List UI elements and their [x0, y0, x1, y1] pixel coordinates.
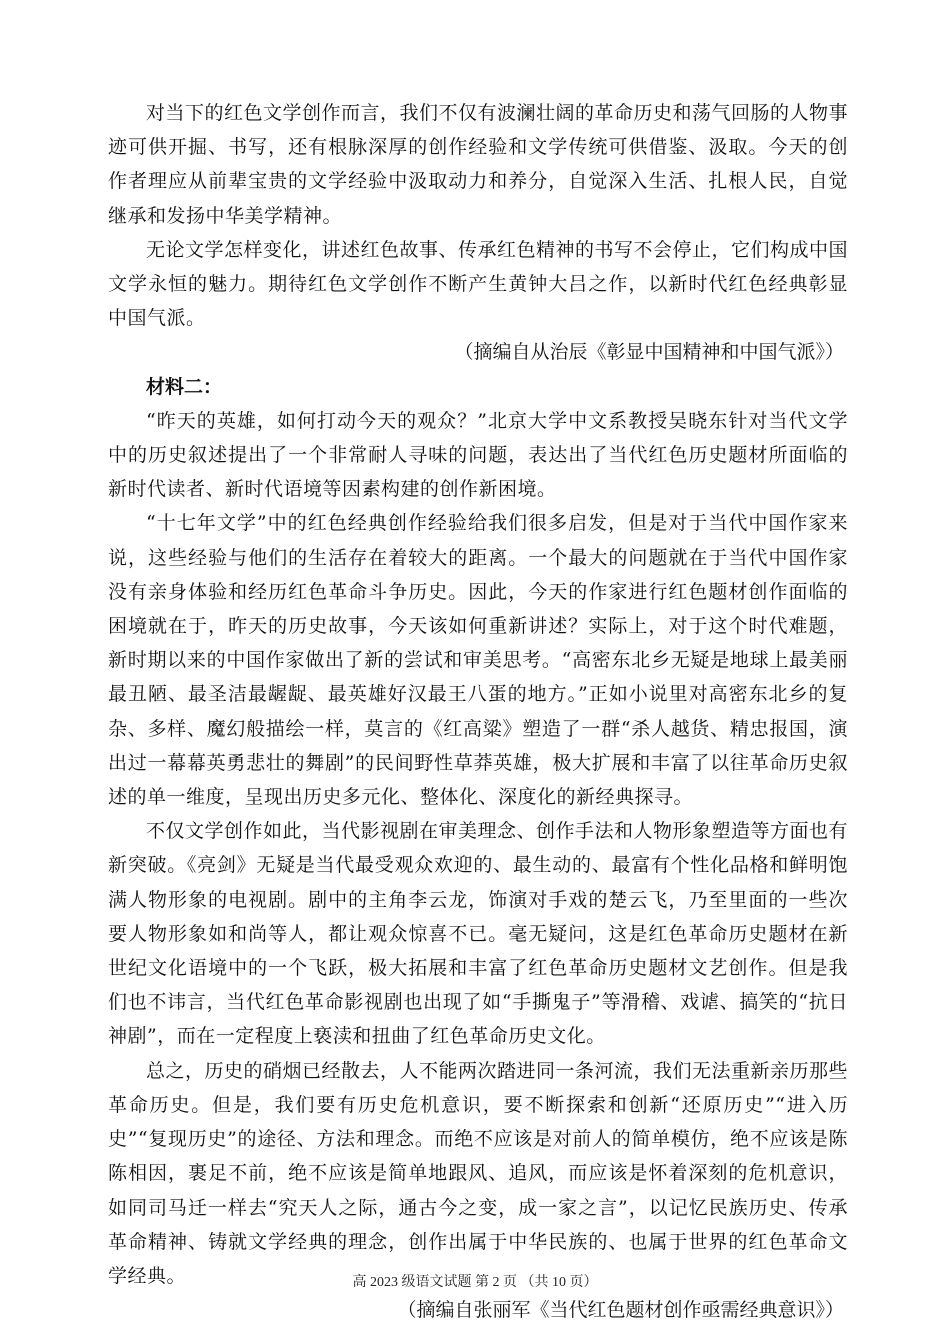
material-two-paragraph-4: 总之，历史的硝烟已经散去，人不能两次踏进同一条河流，我们无法重新亲历那些革命历史。但是，我们要有历史危机意识，要不断探索和创新“还原历史”“进入历史”“复现历史”的途径、方法和理念。而绝不应该是对前人的简单模仿，绝不应该是陈陈相因，裹足不前，绝不应该是简单地跟风、追风，而应该是怀着深刻的危机意识，如同司马迁一样去“究天人之际，通古今之变，成一家之言”，以记忆民族历史、传承革命精神、铸就文学经典的理念，创作出属于中华民族的、也属于世界的红色革命文学经典。 [108, 1059, 849, 1287]
material-one-source: （摘编自从治辰《彰显中国精神和中国气派》） [454, 341, 844, 364]
material-one-paragraph-2: 无论文学怎样变化，讲述红色故事、传承红色精神的书写不会停止，它们构成中国文学永恒的魅力。期待红色文学创作不断产生黄钟大吕之作，以新时代红色经典彰显中国气派。 [108, 238, 849, 330]
material-two-paragraph-1: “昨天的英雄，如何打动今天的观众？”北京大学中文系教授吴晓东针对当代文学中的历史叙述提出了一个非常耐人寻味的问题，表达出了当代红色历史题材所面临的新时代读者、新时代语境等因素构建的创作新困境。 [108, 409, 848, 501]
material-two-source: （摘编自张丽军《当代红色题材创作亟需经典意识》） [397, 1299, 844, 1322]
material-two-section [108, 370, 848, 1328]
exam-page-body [108, 96, 848, 1327]
material-two-paragraph-2: “十七年文学”中的红色经典创作经验给我们很多启发，但是对于当代中国作家来说，这些经验与他们的生活存在着较大的距离。一个最大的问题就在于当代中国作家没有亲身体验和经历红色革命斗争历史。因此，今天的作家进行红色题材创作面临的困境就在于，昨天的历史故事，今天该如何重新讲述？实际上，对于这个时代难题，新时期以来的中国作家做出了新的尝试和审美思考。“高密东北乡无疑是地球上最美丽最丑陋、最圣洁最龌龊、最英雄好汉最王八蛋的地方。”正如小说里对高密东北乡的复杂、多样、魔幻般描绘一样，莫言的《红高粱》塑造了一群“杀人越货、精忠报国，演出过一幕幕英勇悲壮的舞剧”的民间野性草莽英雄，极大扩展和丰富了以往革命历史叙述的单一维度，呈现出历史多元化、整体化、深度化的新经典探寻。 [108, 512, 848, 809]
material-one-paragraph-1: 对当下的红色文学创作而言，我们不仅有波澜壮阔的革命历史和荡气回肠的人物事迹可供开掘、书写，还有根脉深厚的创作经验和文学传统可供借鉴、汲取。今天的创作者理应从前辈宝贵的文学经验中汲取动力和养分，自觉深入生活、扎根人民，自觉继承和发扬中华美学精神。 [108, 102, 849, 227]
page-footer: 高 2023 级语文试题 第 2 页 （共 10 页） [352, 1275, 598, 1290]
material-one-section [108, 96, 848, 370]
material-two-paragraph-3: 不仅文学创作如此，当代影视剧在审美理念、创作手法和人物形象塑造等方面也有新突破。《亮剑》无疑是当代最受观众欢迎的、最生动的、最富有个性化品格和鲜明饱满人物形象的电视剧。剧中的主角李云龙，饰演对手戏的楚云飞，乃至里面的一些次要人物形象如和尚等人，都让观众惊喜不已。毫无疑问，这是红色革命历史题材在新世纪文化语境中的一个飞跃，极大拓展和丰富了红色革命历史题材文艺创作。但是我们也不讳言，当代红色革命影视剧也出现了如“手撕鬼子”等滑稽、戏谑、搞笑的“抗日神剧”，而在一定程度上亵渎和扭曲了红色革命历史文化。 [108, 820, 849, 1048]
material-two-heading: 材料二： [146, 375, 223, 398]
